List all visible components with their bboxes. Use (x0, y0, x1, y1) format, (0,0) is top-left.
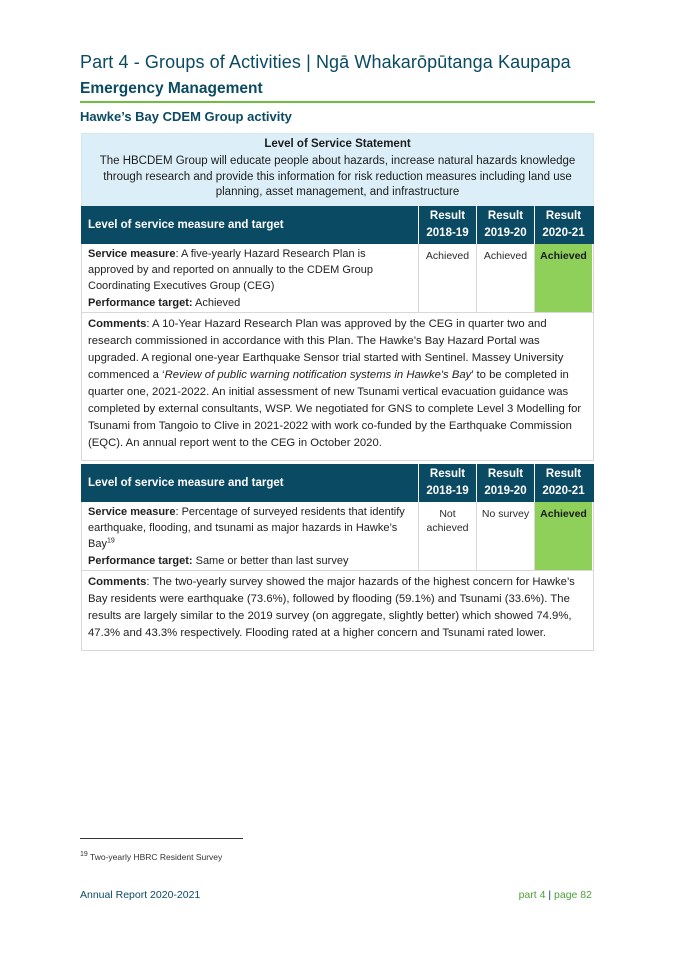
result-column-header: Result 2020-21 (534, 206, 592, 244)
table-header (81, 206, 594, 244)
result-column-header: Result 2020-21 (534, 464, 592, 502)
target-text: Achieved (192, 297, 241, 310)
comments-cell (81, 570, 594, 651)
level-of-service-statement (81, 133, 594, 207)
measure-cell (82, 244, 418, 312)
page-title: Part 4 - Groups of Activities | Ngā Whakarōpūtanga Kaupapa (80, 52, 571, 72)
target-label: Performance target: (88, 555, 193, 568)
result-cell-achieved: Achieved (534, 502, 592, 570)
result-cell: Achieved (418, 244, 476, 312)
section-title: Emergency Management (80, 80, 595, 103)
table-row (81, 244, 594, 312)
measure-label: Service measure (88, 506, 176, 518)
measure-column-header: Level of service measure and target (88, 477, 284, 489)
measure-label: Service measure (88, 248, 176, 260)
footer-page-info (519, 889, 592, 901)
result-cell: Not achieved (418, 502, 476, 570)
footnote-reference: 19 (106, 536, 115, 544)
comments-italic: Review of public warning notification systems in Hawke's Bay (164, 369, 472, 381)
result-column-header: Result 2019-20 (476, 464, 534, 502)
measure-table-2 (81, 464, 594, 651)
measure-text: : A five-yearly Hazard Research Plan is approved by and reported on annually to the CDEM Group Coordinating Executives Group (CEG) (88, 248, 373, 292)
result-column-header: Result 2019-20 (476, 206, 534, 244)
statement-text: The HBCDEM Group will educate people about hazards, increase natural hazards knowledge through research and provide this information for risk reduction measures including land use planning, asset management, and infrastructure (99, 155, 576, 198)
activity-subtitle: Hawke’s Bay CDEM Group activity (80, 109, 292, 124)
comments-text: : The two-yearly survey showed the major hazards of the highest concern for Hawke’s Bay residents were earthquake (73.6%), followed by flooding (59.1%) and Tsunami (33.6%). The results are largely similar to the 2019 survey (on aggregate, slightly better) which showed 74.9%, 47.3% and 43.3% respectively. Flooding rated at a higher concern and Tsunami rated lower. (88, 576, 575, 639)
footnote-divider (80, 838, 243, 839)
measure-text: : Percentage of surveyed residents that identify earthquake, flooding, and tsunami as major hazards in Hawke’s Bay (88, 506, 405, 550)
table-header (81, 464, 594, 502)
comments-text: ’ to be completed in quarter one, 2021-2022. An initial assessment of new Tsunami vertical evacuation guidance was completed by external consultants, WSP. We negotiated for GNS to complete Level 3 Modelling for Tsunami from Tangoio to Clive in 2021-2022 with work co-funded by the Earthquake Commission (EQC). An annual report went to the CEG in October 2020. (88, 369, 582, 449)
comments-cell (81, 312, 594, 461)
result-cell-achieved: Achieved (534, 244, 592, 312)
result-cell: No survey (476, 502, 534, 570)
footer-part: part 4 (518, 889, 546, 901)
measure-table-1 (81, 206, 594, 461)
footnote-text: Two-yearly HBRC Resident Survey (90, 852, 223, 862)
footer-report-title: Annual Report 2020-2021 (80, 889, 201, 901)
footer-separator: | (548, 889, 552, 901)
result-column-header: Result 2018-19 (418, 206, 476, 244)
measure-column-header: Level of service measure and target (88, 219, 284, 231)
target-text: Same or better than last survey (192, 555, 349, 568)
footnote (80, 852, 222, 862)
table-row (81, 502, 594, 570)
comments-text: : A 10-Year Hazard Research Plan was approved by the CEG in quarter two and research commissioned in accordance with this Plan. The Hawke’s Bay Hazard Portal was upgraded. A regional one-year Earthquake Sensor trial started with Sentinel. Massey University commenced a ‘ (88, 318, 564, 381)
result-column-header: Result 2018-19 (418, 464, 476, 502)
measure-cell (82, 502, 418, 570)
footnote-number: 19 (80, 851, 88, 859)
result-cell: Achieved (476, 244, 534, 312)
comments-label: Comments (88, 318, 147, 330)
comments-label: Comments (88, 576, 147, 588)
statement-heading: Level of Service Statement (264, 138, 411, 150)
footer-page-number: page 82 (554, 889, 592, 901)
target-label: Performance target: (88, 297, 193, 310)
